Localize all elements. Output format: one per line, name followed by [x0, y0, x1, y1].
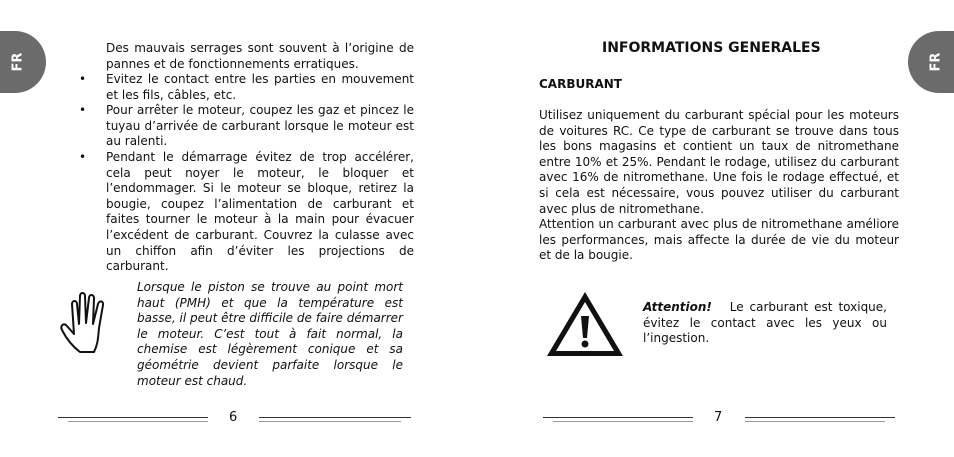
bullet-symbol: • — [79, 72, 87, 86]
page-number: 6 — [229, 410, 238, 425]
paragraph: Utilisez uniquement du carburant spécial pour les moteurs de voitures RC. Ce type de carburant se trouve dans tous les bons magasins et contient un taux de nitromethane entre 10% et 25%. Pendant le rodage, utilisez du carburant avec 16% de nitromethane. Une fois le rodage effectué, et si cela est nécessaire, vous pouvez utiliser du carburant avec plus de nitromethane. — [539, 108, 899, 216]
footer-rule — [745, 421, 885, 422]
bullet-text: Pour arrêter le moteur, coupez les gaz et pincez le tuyau d’arrivée de carburant lorsque le moteur est au ralenti. — [106, 103, 414, 149]
list-item — [79, 103, 414, 150]
body-text — [539, 108, 899, 264]
footer-rule — [259, 417, 411, 418]
bullet-text: Evitez le contact entre les parties en mouvement et les fils, câbles, etc. — [106, 72, 414, 102]
footer-rule — [745, 417, 895, 418]
bullet-list — [79, 72, 414, 275]
language-tab-left — [0, 31, 46, 93]
page-number: 7 — [714, 410, 723, 425]
footer-rule — [58, 417, 208, 418]
bullet-text: Pendant le démarrage évitez de trop accélérer, cela peut noyer le moteur, le bloquer et l’endommager. Si le moteur se bloque, retirez la bougie, coupez l’alimentation de carburant et faites tourner le moteur à la main pour évacuer l’excédent de carburant. Couvrez la culasse avec un chiffon afin d’éviter les projections de carburant. — [106, 149, 414, 274]
bullet-symbol: • — [79, 103, 87, 118]
footer-rule — [553, 421, 693, 422]
intro-paragraph: Des mauvais serrages sont souvent à l’origine de pannes et de fonctionnements erratiques. — [106, 41, 414, 71]
footer-rule — [68, 421, 208, 422]
note-paragraph: Lorsque le piston se trouve au point mort haut (PMH) et que la température est basse, il peut être difficile de faire démarrer le moteur. C’est tout à fait normal, la chemise est légèrement conique et sa géométrie devient parfaite lorsque le moteur est chaud. — [137, 280, 403, 388]
language-tab-label: FR — [928, 52, 944, 72]
language-tab-right — [908, 31, 954, 93]
list-item — [79, 150, 414, 275]
language-tab-label: FR — [10, 52, 26, 72]
warning-triangle-icon — [545, 290, 625, 358]
warning-label: Attention! — [643, 300, 712, 314]
section-heading: CARBURANT — [539, 77, 622, 91]
footer-rule — [259, 421, 401, 422]
warning-text — [643, 300, 887, 347]
warning-message: Le carburant est toxique, évitez le contact avec les yeux ou l’ingestion. — [643, 300, 887, 346]
hand-icon — [58, 290, 116, 356]
bullet-symbol: • — [79, 149, 87, 164]
list-item — [79, 72, 414, 103]
paragraph: Attention un carburant avec plus de nitromethane améliore les performances, mais affecte la durée de vie du moteur et de la bougie. — [539, 217, 899, 263]
page-title: INFORMATIONS GENERALES — [602, 40, 821, 56]
footer-rule — [543, 417, 693, 418]
